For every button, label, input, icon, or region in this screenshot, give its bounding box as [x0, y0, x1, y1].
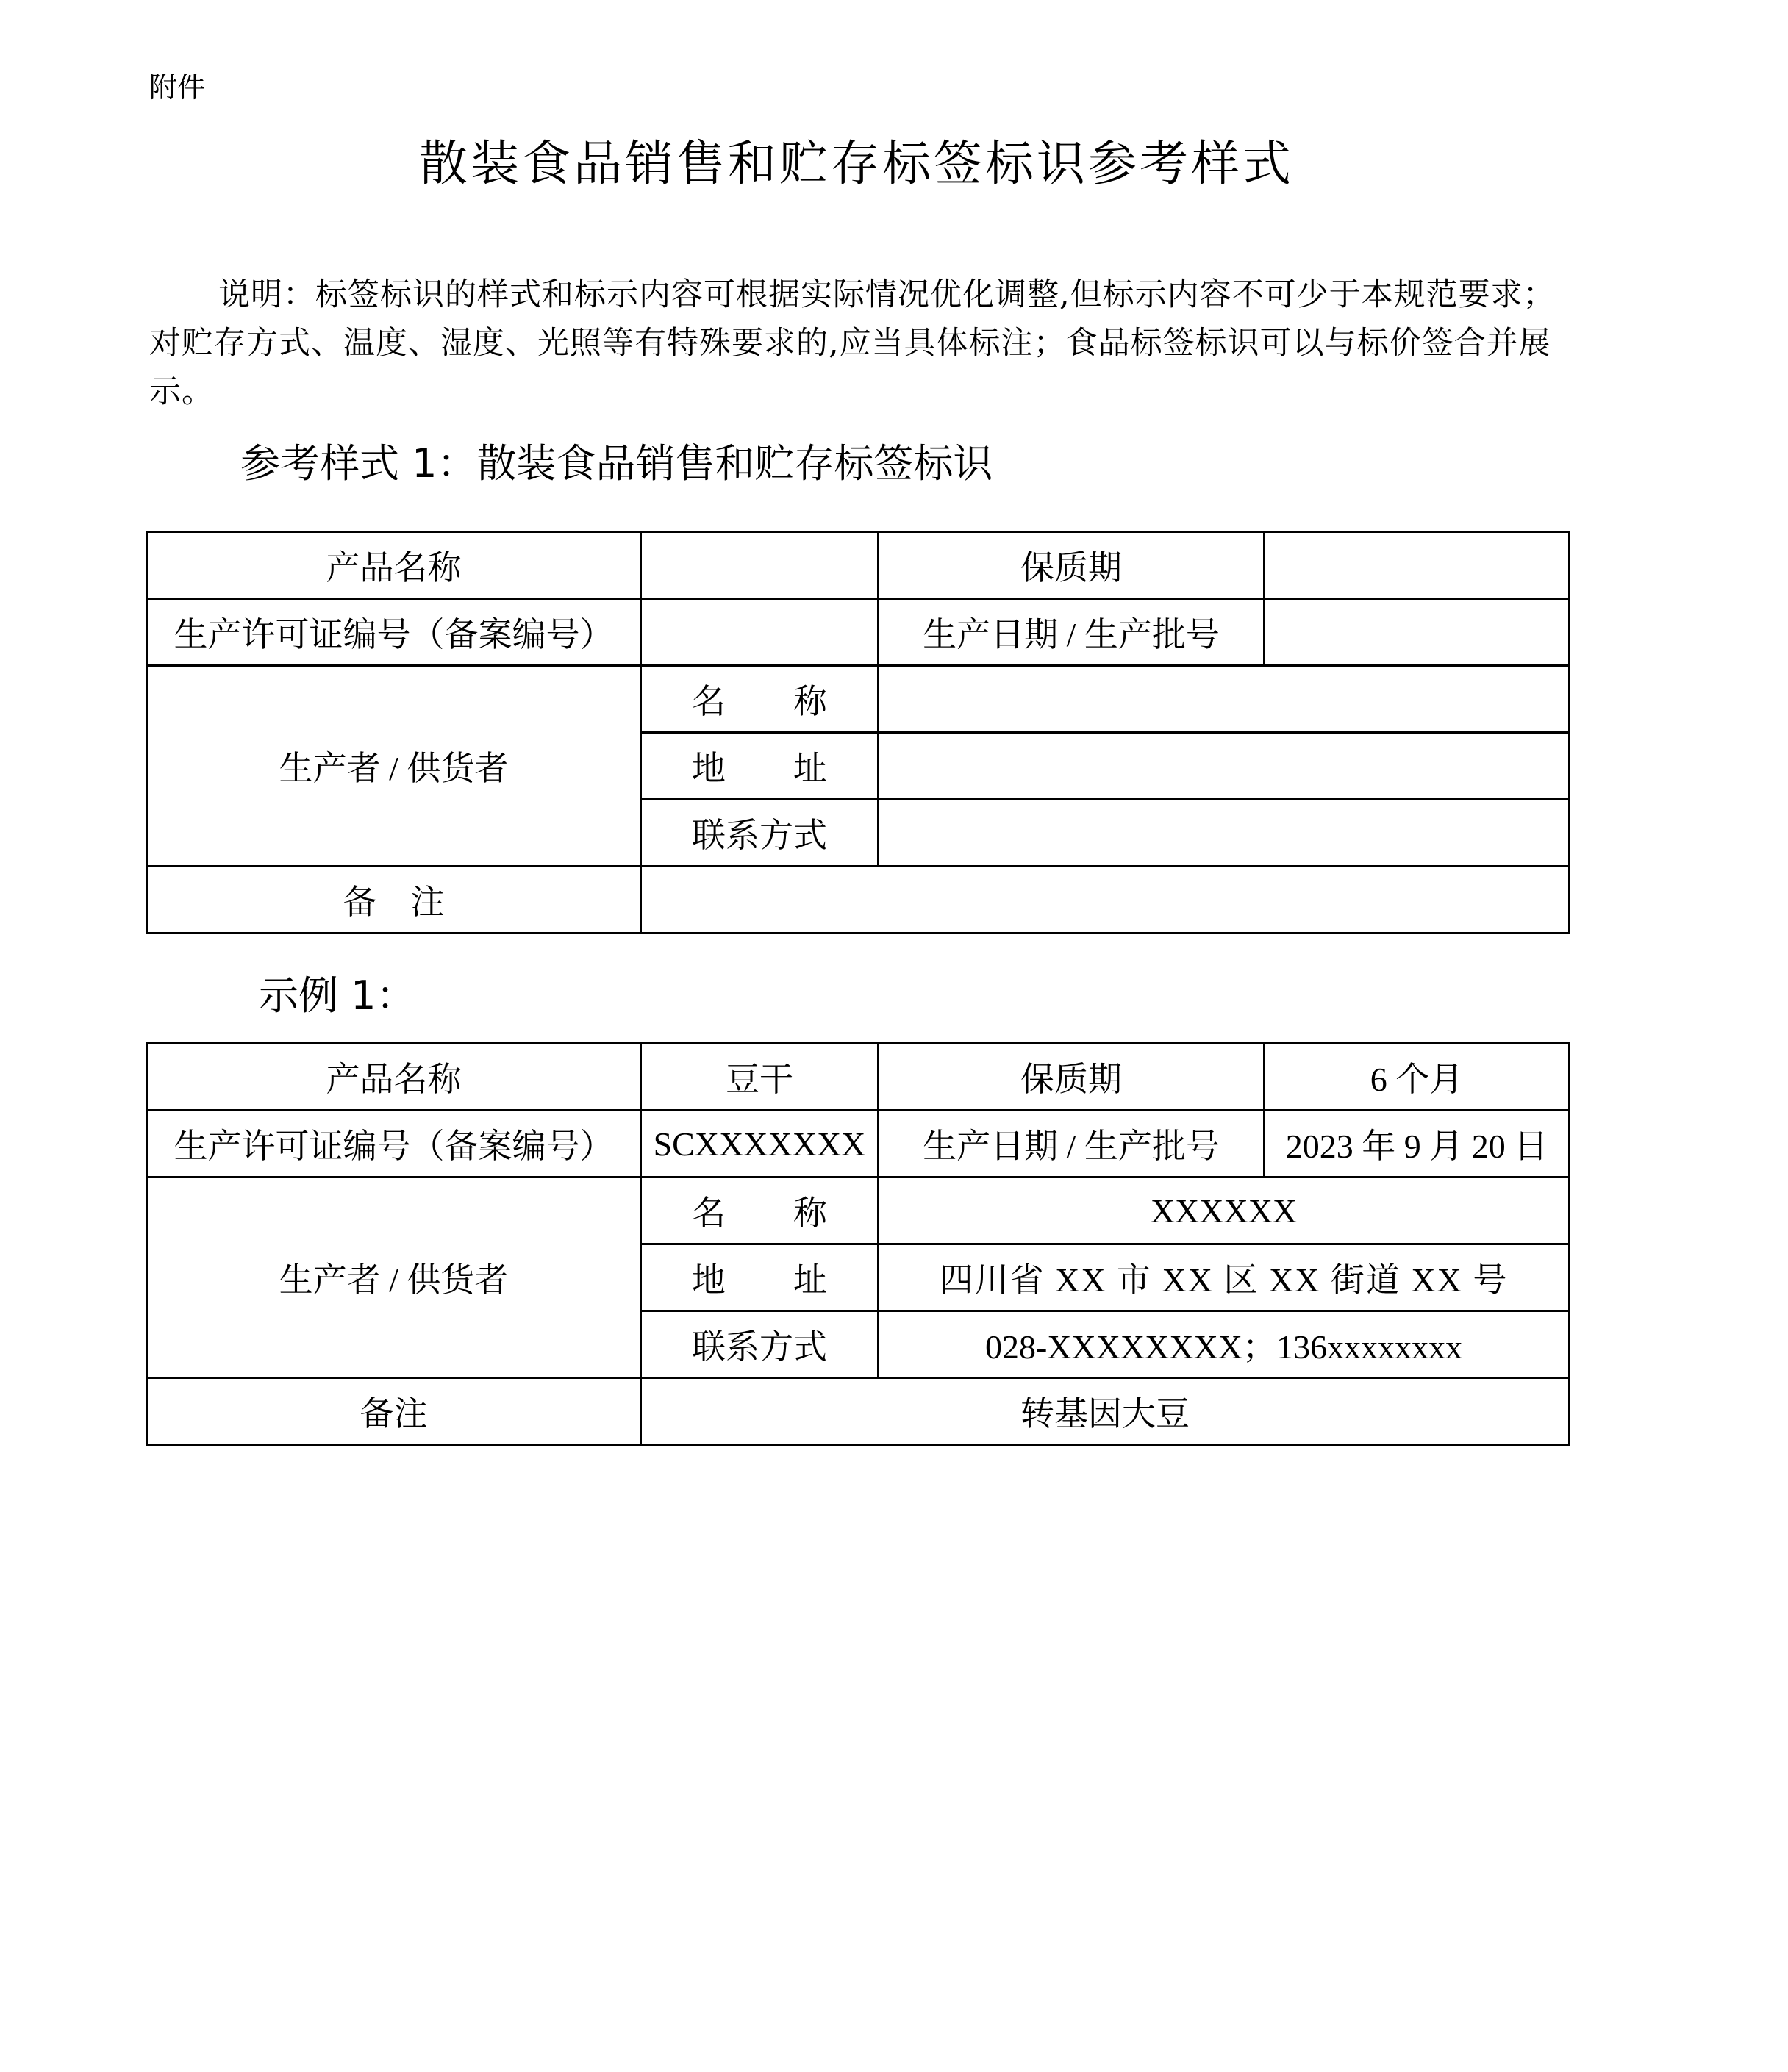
producer-address-value-field — [879, 733, 1570, 800]
shelf-life-label: 保质期 — [879, 532, 1265, 599]
producer-label: 生产者 / 供货者 — [147, 666, 641, 867]
table-row — [147, 666, 1570, 733]
table-row — [147, 1177, 1570, 1244]
example1-heading: 示例 1： — [259, 972, 416, 1019]
license-number-label: 生产许可证编号（备案编号） — [147, 1111, 641, 1177]
producer-address-label: 地 址 — [641, 733, 879, 800]
table-row — [147, 532, 1570, 599]
production-date-value: 2023 年 9 月 20 日 — [1265, 1111, 1570, 1177]
template-label-table — [146, 531, 1570, 934]
explanation-note: 说明：标签标识的样式和标示内容可根据实际情况优化调整,但标示内容不可少于本规范要求；对贮存方式、温度、湿度、光照等有特殊要求的,应当具体标注；食品标签标识可以与标价签合并展示。 — [149, 276, 1556, 410]
production-date-value-field — [1265, 599, 1570, 666]
license-number-value-field — [641, 599, 879, 666]
producer-label: 生产者 / 供货者 — [147, 1177, 641, 1378]
table-row — [147, 1044, 1570, 1111]
table-row — [147, 1111, 1570, 1177]
production-date-label: 生产日期 / 生产批号 — [879, 1111, 1265, 1177]
product-name-value: 豆干 — [641, 1044, 879, 1111]
producer-address-label: 地 址 — [641, 1244, 879, 1311]
license-number-label: 生产许可证编号（备案编号） — [147, 599, 641, 666]
remarks-label: 备 注 — [147, 867, 641, 933]
producer-contact-label: 联系方式 — [641, 800, 879, 867]
producer-contact-value-field — [879, 800, 1570, 867]
producer-name-label: 名 称 — [641, 666, 879, 733]
remarks-value-field — [641, 867, 1570, 933]
page-title: 散装食品销售和贮存标签标识参考样式 — [419, 135, 1294, 192]
producer-contact-label: 联系方式 — [641, 1311, 879, 1378]
product-name-value-field — [641, 532, 879, 599]
example-label-table — [146, 1042, 1570, 1446]
product-name-label: 产品名称 — [147, 1044, 641, 1111]
shelf-life-value-field — [1265, 532, 1570, 599]
attachment-label: 附件 — [149, 71, 206, 104]
remarks-label: 备注 — [147, 1378, 641, 1445]
producer-name-value: XXXXXX — [879, 1177, 1570, 1244]
table-row — [147, 1378, 1570, 1445]
table-row — [147, 599, 1570, 666]
producer-address-value: 四川省 XX 市 XX 区 XX 街道 XX 号 — [879, 1244, 1570, 1311]
style1-heading: 参考样式 1：散装食品销售和贮存标签标识 — [240, 440, 993, 487]
production-date-label: 生产日期 / 生产批号 — [879, 599, 1265, 666]
producer-name-value-field — [879, 666, 1570, 733]
remarks-value: 转基因大豆 — [641, 1378, 1570, 1445]
license-number-value: SCXXXXXXX — [641, 1111, 879, 1177]
shelf-life-value: 6 个月 — [1265, 1044, 1570, 1111]
producer-contact-value: 028-XXXXXXXX；136xxxxxxxx — [879, 1311, 1570, 1378]
shelf-life-label: 保质期 — [879, 1044, 1265, 1111]
producer-name-label: 名 称 — [641, 1177, 879, 1244]
product-name-label: 产品名称 — [147, 532, 641, 599]
table-row — [147, 867, 1570, 933]
